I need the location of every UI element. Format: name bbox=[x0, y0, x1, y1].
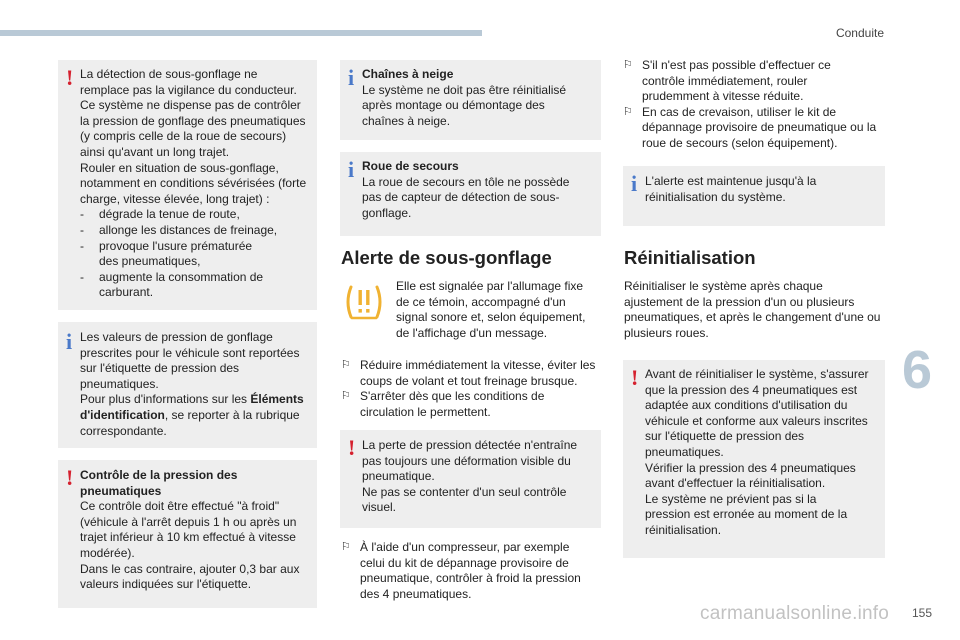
info-box-spare-wheel bbox=[340, 152, 601, 236]
line: charge, vitesse élevée, long trajet) : bbox=[80, 191, 270, 206]
info-box-alert-maintained bbox=[623, 166, 885, 226]
chapter-number: 6 bbox=[902, 340, 933, 400]
identification-reference: Pour plus d'informations sur les Éléments d'identification, se reporter à la rubrique correspondante. bbox=[80, 392, 304, 438]
warning-box-pressure-loss bbox=[340, 430, 601, 528]
warning-box-reinit bbox=[623, 360, 885, 558]
box-title: Roue de secours bbox=[362, 159, 459, 173]
line: (y compris celle de la roue de secours) bbox=[80, 129, 287, 144]
line: la pression de gonflage des pneumatiques bbox=[80, 113, 306, 128]
line: notamment en conditions sévérisées (forte bbox=[80, 176, 307, 191]
line: Ce système ne dispense pas de contrôler bbox=[80, 98, 301, 113]
warning-box-pressure-check bbox=[58, 460, 317, 608]
heading-alerte: Alerte de sous-gonflage bbox=[341, 247, 552, 268]
list-item: ⚐ En cas de crevaison, utiliser le kit de dépannage provisoire de pneumatique ou la roue de secours (selon équipement). bbox=[623, 104, 877, 150]
watermark: carmanualsonline.info bbox=[700, 603, 890, 624]
tyre-pressure-warning-icon bbox=[342, 283, 386, 321]
flag-icon: ⚐ bbox=[341, 541, 351, 553]
list-item: - dégrade la tenue de route, bbox=[80, 207, 311, 223]
list-item: - augmente la consommation de carburant. bbox=[80, 270, 311, 301]
warning-exclamation-icon: ! bbox=[348, 435, 356, 460]
consequence-list bbox=[80, 207, 311, 301]
box-text: Dans le cas contraire, ajouter 0,3 bar aux valeurs indiquées sur l'étiquette. bbox=[80, 561, 300, 592]
flag-icon: ⚐ bbox=[623, 59, 633, 71]
box-text: Avant de réinitialiser le système, s'assurer que la pression des 4 pneumatiques est adaptée aux conditions d'utilisation du véhicule et conforme aux valeurs inscrites sur l'étiquette de pression des pneumatiques. bbox=[645, 367, 869, 459]
box-title: Chaînes à neige bbox=[362, 67, 454, 81]
warning-exclamation-icon: ! bbox=[66, 465, 74, 490]
list-item: - allonge les distances de freinage, bbox=[80, 223, 311, 239]
section-name: Conduite bbox=[835, 26, 884, 40]
line: ainsi qu'avant un long trajet. bbox=[80, 144, 230, 159]
info-box-snow-chains bbox=[340, 60, 601, 140]
compressor-list bbox=[341, 540, 586, 602]
info-icon: i bbox=[631, 171, 638, 196]
list-item: ⚐ S'il n'est pas possible d'effectuer ce contrôle immédiatement, rouler prudemment à vitesse réduite. bbox=[623, 58, 831, 104]
list-item: - provoque l'usure prématurée des pneumatiques, bbox=[80, 239, 311, 270]
flag-icon: ⚐ bbox=[623, 105, 633, 118]
list-item: ⚐ S'arrêter dès que les conditions de circulation le permettent. bbox=[341, 389, 545, 419]
box-text: La roue de secours en tôle ne possède pas de capteur de détection de sous-gonflage. bbox=[362, 174, 570, 220]
line: Rouler en situation de sous-gonflage, bbox=[80, 160, 279, 175]
pressure-values-text: Les valeurs de pression de gonflage prescrites pour le véhicule sont reportées sur l'étiquette de pression des pneumatiques. bbox=[80, 330, 300, 391]
box-title: Contrôle de la pression des pneumatiques bbox=[80, 468, 238, 498]
info-icon: i bbox=[348, 65, 355, 90]
box-text: La perte de pression détectée n'entraîne pas toujours une déformation visible du pneumatique. bbox=[362, 438, 578, 484]
box-text: Le système ne doit pas être réinitialisé après montage ou démontage des chaînes à neige. bbox=[362, 82, 567, 128]
warning-box-underinflation bbox=[58, 60, 317, 310]
warning-exclamation-icon: ! bbox=[631, 365, 639, 390]
reinit-paragraph: Réinitialiser le système après chaque ajustement de la pression d'un ou plusieurs pneumatiques, et après le changement d'une ou plusieurs roues. bbox=[624, 279, 881, 340]
warning-exclamation-icon: ! bbox=[66, 65, 74, 90]
info-icon: i bbox=[66, 329, 73, 354]
box-text: Le système ne prévient pas si la pression est erronée au moment de la réinitialisation. bbox=[645, 491, 848, 537]
box-text: Ce contrôle doit être effectué "à froid" (véhicule à l'arrêt depuis 1 h ou après un trajet inférieur à 10 km effectué à vitesse modérée). bbox=[80, 499, 297, 560]
info-box-pressure-values bbox=[58, 322, 317, 448]
box-text: L'alerte est maintenue jusqu'à la réinitialisation du système. bbox=[645, 174, 817, 204]
page-number: 155 bbox=[912, 606, 933, 620]
line: remplace pas la vigilance du conducteur. bbox=[80, 82, 297, 97]
alert-actions-list bbox=[341, 358, 603, 420]
heading-reinitialisation: Réinitialisation bbox=[624, 247, 756, 268]
flag-icon: ⚐ bbox=[341, 359, 351, 371]
header-accent-bar bbox=[0, 30, 482, 36]
list-item: ⚐ Réduire immédiatement la vitesse, éviter les coups de volant et tout freinage brusque. bbox=[341, 358, 596, 388]
fallback-actions-list bbox=[623, 58, 885, 152]
alert-intro: Elle est signalée par l'allumage fixe de ce témoin, accompagné d'un signal sonore et, selon équipement, de l'affichage d'un message. bbox=[396, 279, 586, 340]
identification-link-text: Éléments d'identification bbox=[80, 392, 304, 422]
box-text: Ne pas se contenter d'un seul contrôle visuel. bbox=[362, 484, 567, 515]
box-text: Vérifier la pression des 4 pneumatiques avant d'effectuer la réinitialisation. bbox=[645, 460, 856, 491]
info-icon: i bbox=[348, 157, 355, 182]
line: La détection de sous-gonflage ne bbox=[80, 67, 258, 81]
list-item: ⚐ À l'aide d'un compresseur, par exemple celui du kit de dépannage provisoire de pneumatique, contrôler à froid la pression des 4 pneumatiques. bbox=[341, 540, 581, 601]
flag-icon: ⚐ bbox=[341, 390, 351, 403]
